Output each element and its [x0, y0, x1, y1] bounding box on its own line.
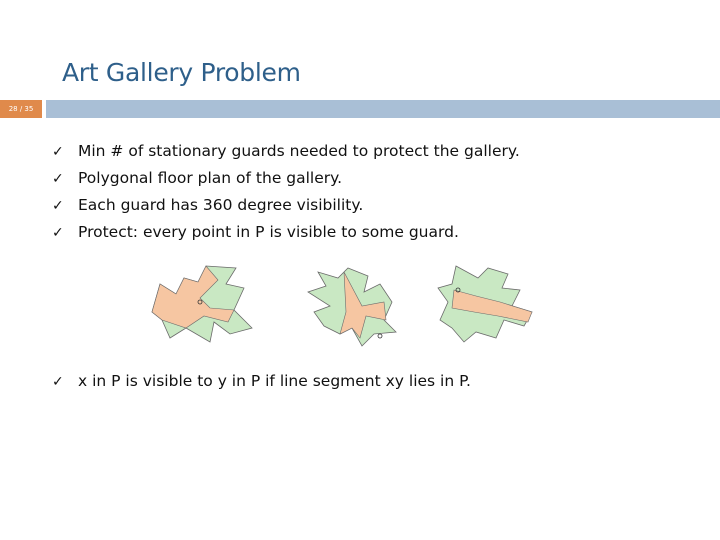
gallery-polygon-1 [152, 266, 252, 342]
bullet-text: Polygonal floor plan of the gallery. [78, 169, 343, 187]
bullet-item [52, 192, 692, 219]
bullet-text: Protect: every point in P is visible to some guard. [78, 223, 459, 241]
checkmark-icon: ✓ [52, 374, 64, 390]
bullet-text: Each guard has 360 degree visibility. [78, 196, 364, 214]
bullet-list [52, 138, 692, 246]
gallery-polygon-3 [438, 266, 532, 342]
slide-title: Art Gallery Problem [62, 58, 301, 87]
header-bar [0, 100, 720, 118]
final-bullet-list [52, 368, 471, 396]
bullet-item [52, 138, 692, 165]
gallery-polygons-figure [148, 262, 568, 348]
guard-point [378, 334, 382, 338]
gallery-polygon-2 [308, 268, 396, 346]
header-bar-fill [46, 100, 720, 118]
checkmark-icon: ✓ [52, 225, 64, 241]
bullet-item [52, 219, 692, 246]
checkmark-icon: ✓ [52, 144, 64, 160]
checkmark-icon: ✓ [52, 171, 64, 187]
bullet-text: x in P is visible to y in P if line segment xy lies in P. [78, 372, 471, 390]
page-number-badge: 28 / 35 [0, 100, 42, 118]
bullet-text: Min # of stationary guards needed to protect the gallery. [78, 142, 520, 160]
checkmark-icon: ✓ [52, 198, 64, 214]
bullet-item [52, 368, 471, 396]
bullet-item [52, 165, 692, 192]
